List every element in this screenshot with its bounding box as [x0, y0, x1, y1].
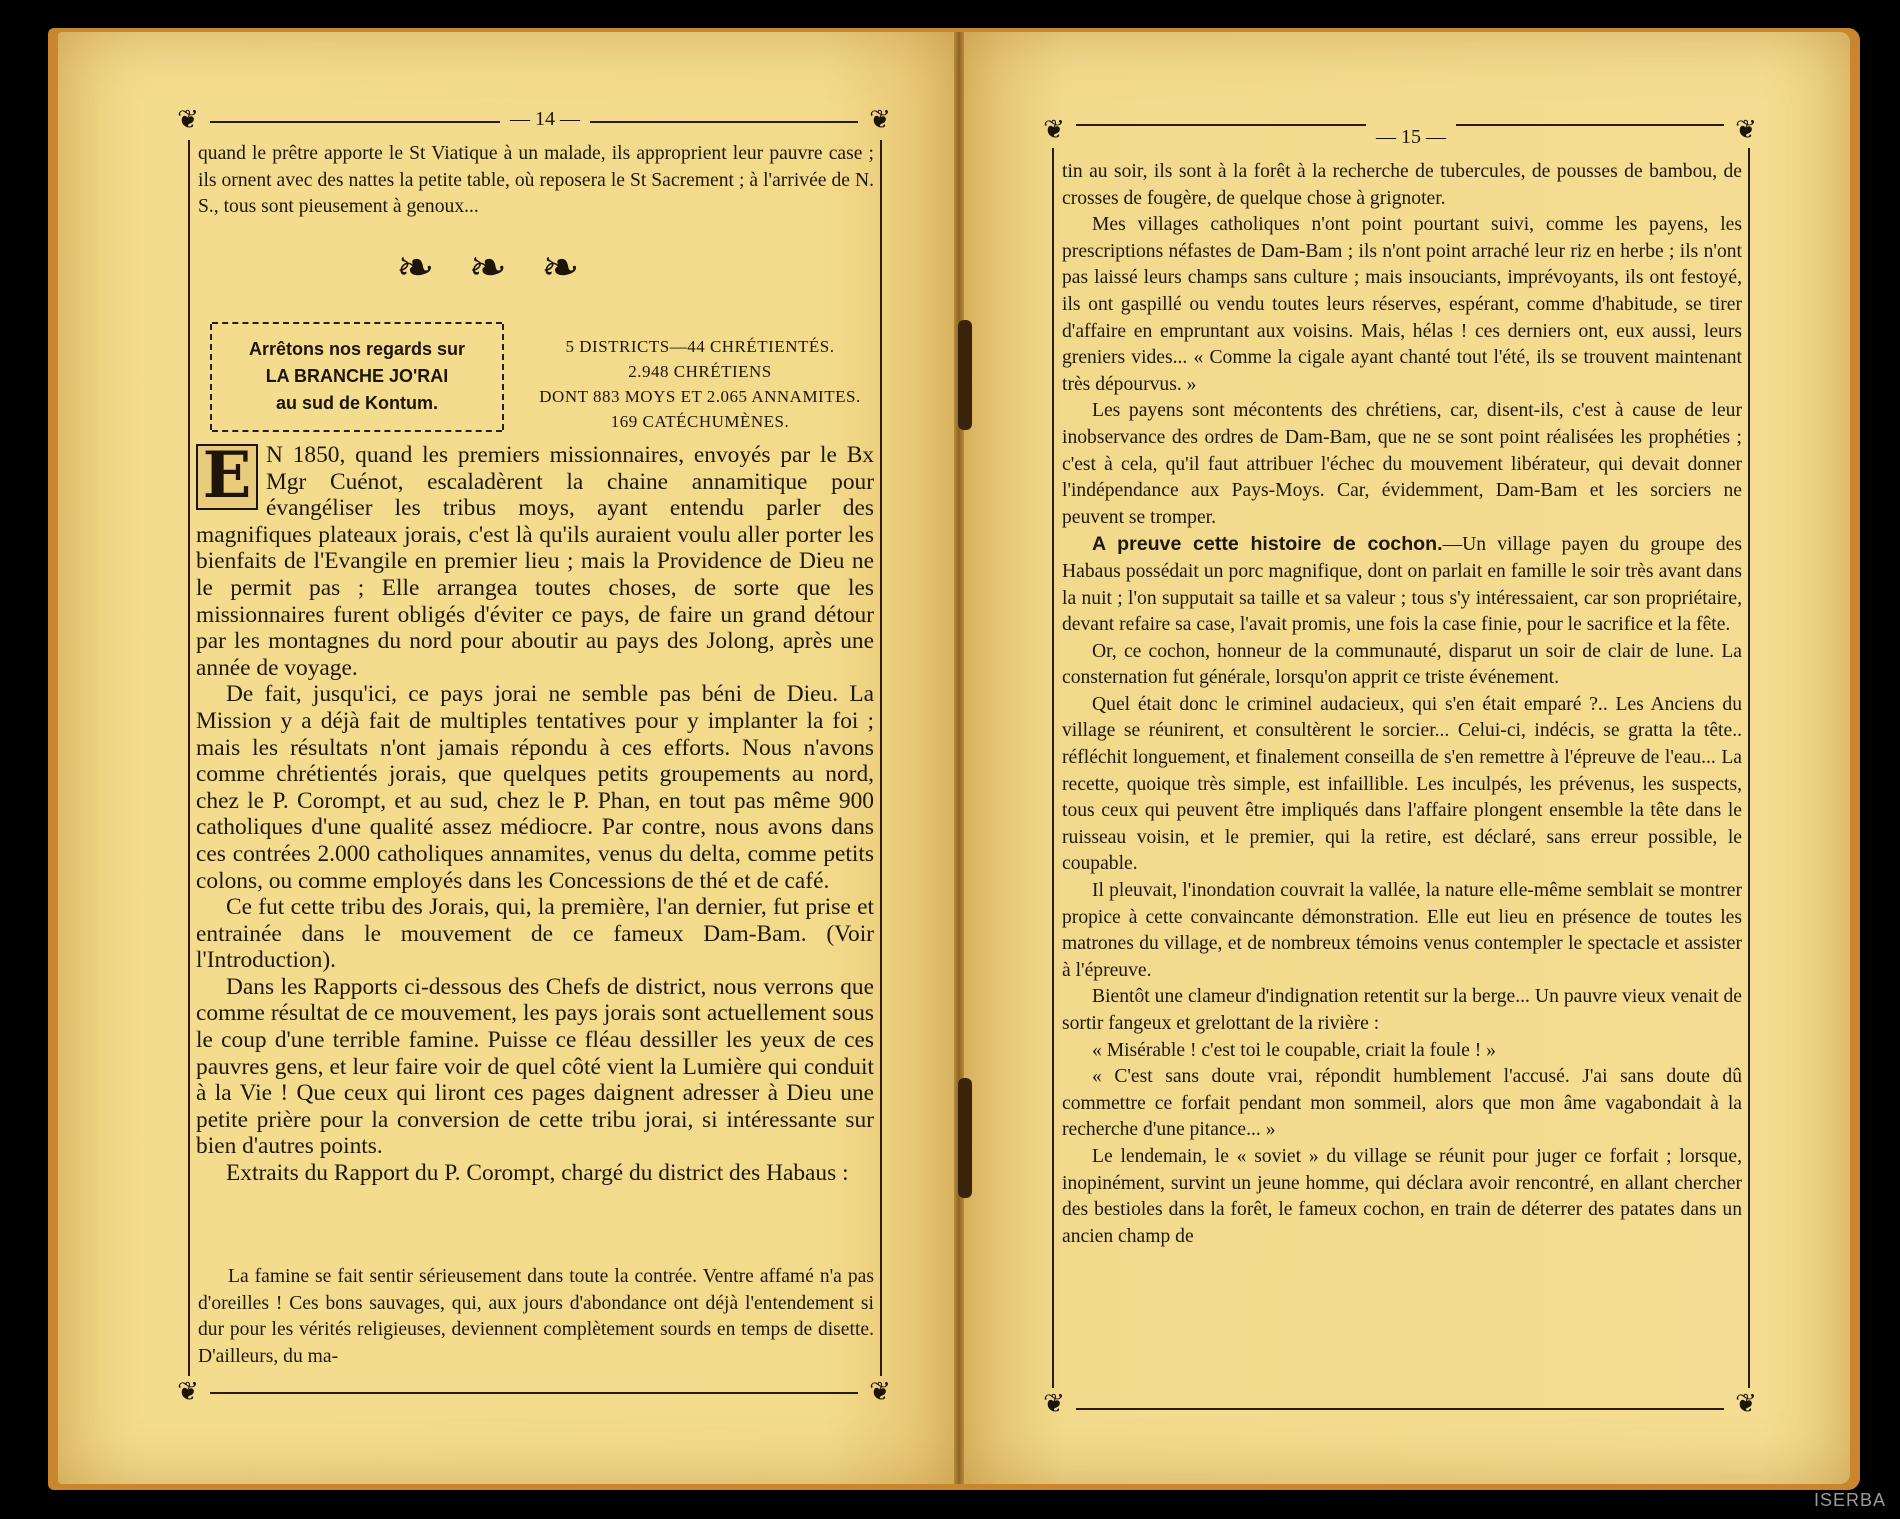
banner-line: au sud de Kontum. [276, 393, 438, 413]
section-banner [212, 322, 502, 432]
page-number: — 14 — [510, 108, 580, 130]
body-paragraph: De fait, jusqu'ici, ce pays jorai ne semble pas béni de Dieu. La Mission y a déjà fait de multiples tentatives pour y implanter la foi ; mais les résultats n'ont jamais répondu à ces efforts. Nous n'avons comme chrétientés jorais, que quelques petits groupements au nord, chez le P. Corompt, et au sud, chez le P. Phan, en tout pas même 900 catholiques d'une qualité assez médiocre. Par contre, nous avons dans ces contrées 2.000 catholiques annamites, venus du delta, comme petits colons, ou comme employés dans les Concessions de thé et de café. [196, 681, 874, 894]
body-paragraph: Les payens sont mécontents des chrétiens, car, disent-ils, c'est à cause de leur inobservance des ordres de Dam-Bam, que ne se sont point réalisées les prophéties ; c'est à cela, qu'il faut attribuer l'échec du mouvement libérateur, qui devait donner l'indépendance aux Pays-Moys. Car, évidemment, Dam-Bam et les sorciers ne peuvent se tromper. [1062, 400, 1742, 528]
body-paragraph: Quel était donc le criminel audacieux, qui s'en était emparé ?.. Les Anciens du village se réunirent, et consultèrent le sorcier... Celui-ci, indécis, se gratta la tête.. réfléchit longuement, et finalement conseilla de s'en remettre à l'épreuve de l'eau... La recette, quoique très simple, est infaillible. Les inculpés, les prévenus, les suspects, tous ceux qui peuvent être impliqués dans l'affaire plongent ensemble la tête dans le ruisseau voisin, et le premier, qui la retire, est déclaré, sans erreur possible, le coupable. [1062, 693, 1742, 875]
district-stats: 5 DISTRICTS—44 CHRÉTIENTÉS. 2.948 CHRÉTIENS DONT 883 MOYS ET 2.065 ANNAMITES. 169 CATÉCHUMÈNES. [539, 337, 861, 431]
left-border [1052, 148, 1054, 1388]
watermark: ISERBA [1813, 1490, 1886, 1510]
top-rule [210, 121, 500, 123]
bottom-rule [1076, 1408, 1724, 1410]
binding-stitch [958, 1078, 972, 1198]
body-paragraph: Le lendemain, le « soviet » du village se réunit pour juger ce forfait ; lorsque, inopinément, survint un jeune homme, qui déclara avoir rencontré, en allant chercher des bestioles dans la forêt, le fameux cochon, en train de déterrer des patates dans un ancien champ de [1062, 1145, 1742, 1247]
drop-cap: E [196, 444, 258, 510]
right-border [880, 140, 882, 1376]
gutter [954, 32, 964, 1484]
body-paragraph: A preuve cette histoire de cochon.—Un village payen du groupe des Habaus possédait un porc magnifique, dont on parlait en famille le soir très avant dans la nuit ; l'on supputait sa taille et sa valeur ; tous s'y intéressaient, car son propriétaire, devant refaire sa case, l'avait promis, une fois la case finie, pour le sacrifice et la fête. [1062, 533, 1742, 636]
body-paragraph: Extraits du Rapport du P. Corompt, chargé du district des Habaus : [226, 1160, 849, 1187]
top-rule [590, 121, 858, 123]
page-number: — 15 — [1376, 126, 1446, 148]
body-paragraph: Il pleuvait, l'inondation couvrait la vallée, la nature elle-même semblait se montrer propice à cette convaincante démonstration. Elle eut lieu en présence de toutes les matrones du village, et de nombreux témoins venus contempler le spectacle et assister à l'épreuve. [1062, 880, 1742, 981]
body-paragraph: Or, ce cochon, honneur de la communauté, disparut un soir de clair de lune. La consternation fut générale, lorsqu'on apprit ce triste événement. [1062, 640, 1742, 689]
bottom-rule [210, 1392, 858, 1394]
section-lead: A preuve cette histoire de cochon. [1092, 533, 1443, 556]
left-body [196, 438, 874, 1187]
body-paragraph: « Misérable ! c'est toi le coupable, criait la foule ! » [1092, 1039, 1496, 1061]
body-paragraph: « C'est sans doute vrai, répondit humblement l'accusé. J'ai sans doute dû commettre ce forfait pendant mon sommeil, alors que mon âme vagabondait à la recherche d'une pitance... » [1062, 1066, 1742, 1141]
left-opening-text: quand le prêtre apporte le St Viatique à un malade, ils approprient leur pauvre case ; ils ornent avec des nattes la petite table, où reposera le St Sacrement ; à l'arrivée de N. S., tous sont pieusement à genoux... [198, 143, 874, 218]
corner-ornament-icon: ❦ [1735, 1389, 1757, 1418]
corner-ornament-icon: ❦ [177, 1377, 199, 1406]
corner-ornament-icon: ❦ [1043, 115, 1065, 144]
top-rule [1076, 124, 1366, 126]
left-border [188, 140, 190, 1376]
binding-stitch [958, 320, 972, 430]
flourish-ornament-icon: ❧❧❧ [396, 242, 614, 293]
corner-ornament-icon: ❦ [1043, 1389, 1065, 1418]
corner-ornament-icon: ❦ [177, 105, 199, 134]
top-rule [1456, 124, 1724, 126]
body-paragraph: tin au soir, ils sont à la forêt à la recherche de tubercules, de pousses de bambou, de crosses de fougère, de quelque chose à grignoter. [1062, 161, 1742, 209]
right-body [1062, 159, 1742, 1250]
banner-line: Arrêtons nos regards sur [248, 339, 466, 359]
body-paragraph: Dans les Rapports ci-dessous des Chefs de district, nous verrons que comme résultat de ce mouvement, les pays jorais sont actuellement sous le coup d'une terrible famine. Puisse ce fléau dessiller les yeux de ces pauvres gens, et leur faire voir de quel côté vient la Lumière qui conduit à la Vie ! Que ceux qui liront ces pages daignent adresser à Dieu une petite prière pour la conversion de cette tribu jorai, si intéressante sur bien d'autres points. [196, 973, 874, 1160]
right-border [1748, 148, 1750, 1388]
corner-ornament-icon: ❦ [869, 1377, 891, 1406]
intro-paragraph: E N 1850, quand les premiers missionnaires, envoyés par le Bx Mgr Cuénot, escaladèrent la chaine annamitique pour évangéliser les tribus moys, ayant entendu parler des magnifiques plateaux jorais, c'est là qu'ils auraient voulu aller porter les bienfaits de l'Evangile en premier lieu ; mais la Providence de Dieu ne le permit pas ; Elle arrangea toutes choses, de sorte que les missionnaires furent obligés d'éviter ce pays, de faire un grand détour par les montagnes du nord pour aboutir au pays des Jolong, après une année de voyage. [196, 438, 874, 681]
body-paragraph: Mes villages catholiques n'ont point pourtant suivi, comme les payens, les prescriptions néfastes de Dam-Bam ; ils n'ont point arraché leur riz en herbe ; ils n'ont pas laissé leurs champs sans culture ; mais insouciants, imprévoyants, ils ont festoyé, ils ont gaspillé ou vendu toutes leurs réserves, espérant, comme d'habitude, se tirer d'affaire en empruntant aux voisins. Mais, hélas ! ces derniers ont, eux aussi, leurs greniers vides... « Comme la cigale ayant chanté tout l'été, ils se trouvent maintenant très dépourvus. » [1062, 214, 1742, 395]
corner-ornament-icon: ❦ [869, 105, 891, 134]
left-report-text: La famine se fait sentir sérieusement dans toute la contrée. Ventre affamé n'a pas d'oreilles ! Ces bons sauvages, qui, aux jours d'abondance ont déjà l'entendement si dur pour les vérités religieuses, deviennent complètement sourds en temps de disette. D'ailleurs, du ma- [198, 1266, 874, 1367]
corner-ornament-icon: ❦ [1735, 115, 1757, 144]
body-paragraph: Bientôt une clameur d'indignation retentit sur la berge... Un pauvre vieux venait de sortir fangeux et grelottant de la rivière : [1062, 986, 1742, 1034]
banner-title: LA BRANCHE JO'RAI [265, 366, 449, 386]
body-paragraph: Ce fut cette tribu des Jorais, qui, la première, l'an dernier, fut prise et entrainée dans le mouvement de ce fameux Dam-Bam. (Voir l'Introduction). [196, 894, 874, 974]
